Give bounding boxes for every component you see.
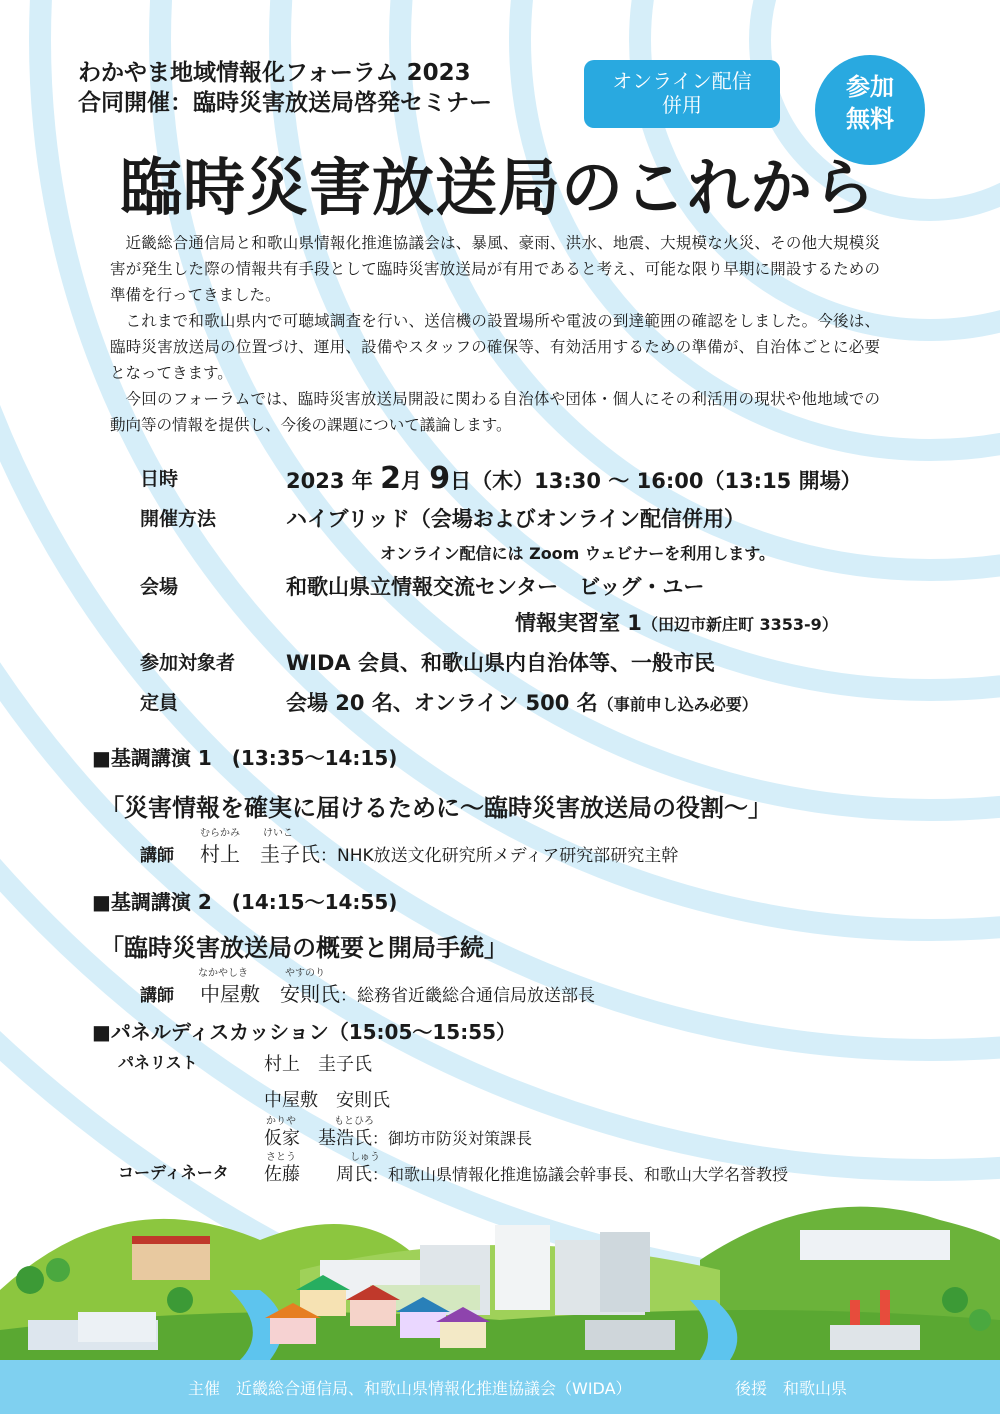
keynote2-title: 「臨時災害放送局の概要と開局手続」 bbox=[100, 934, 508, 962]
venue-room-name: 情報実習室 1 bbox=[515, 611, 642, 635]
date-row bbox=[140, 462, 920, 502]
panelist-3 bbox=[264, 1124, 532, 1150]
free-badge-line2: 無料 bbox=[846, 105, 894, 133]
keynote1-ruby-given: けいこ bbox=[263, 828, 293, 839]
keynote1-lecturer bbox=[140, 838, 678, 867]
keynote1-lecturer-name: 村上 圭子氏 bbox=[200, 842, 320, 866]
venue-value: 和歌山県立情報交流センター ビッグ・ユー bbox=[286, 575, 705, 599]
date-month-unit: 月 bbox=[400, 469, 422, 493]
target-row bbox=[140, 646, 920, 686]
panelist-row-3 bbox=[118, 1124, 818, 1152]
keynote1-ruby-surname: むらかみ bbox=[200, 828, 240, 839]
venue-label: 会場 bbox=[140, 576, 179, 598]
coordinator-name: 佐藤 周氏 bbox=[264, 1164, 372, 1185]
keynote2-lecturer-name: 中屋敷 安則氏 bbox=[200, 982, 340, 1006]
intro-paragraph-1: 近畿総合通信局と和歌山県情報化推進協議会は、暴風、豪雨、洪水、地震、大規模な火災、その他大規模災害が発生した際の情報共有手段として臨時災害放送局が有用であると考え、可能な限り早期に開設するための準備を行ってきました。 bbox=[110, 234, 880, 304]
online-badge-line1: オンライン配信 bbox=[612, 69, 752, 93]
target-value: WIDA 会員、和歌山県内自治体等、一般市民 bbox=[286, 651, 715, 675]
method-value: ハイブリッド（会場およびオンライン配信併用） bbox=[286, 507, 746, 531]
venue-room-row bbox=[140, 606, 920, 646]
date-time: （木）13:30 ～ 16:00（13:15 開場） bbox=[471, 469, 862, 493]
keynote1-lecturer-affiliation: ：NHK放送文化研究所メディア研究部研究主幹 bbox=[320, 846, 679, 866]
panelist-row-2 bbox=[118, 1086, 818, 1114]
coordinator-ruby-surname: さとう bbox=[266, 1152, 296, 1163]
keynote2-lecturer-affiliation: ：総務省近畿総合通信局放送部長 bbox=[340, 986, 595, 1006]
town-illustration bbox=[0, 1207, 1000, 1360]
free-badge-line1: 参加 bbox=[846, 73, 894, 101]
panelist-3-name: 仮家 基浩氏 bbox=[264, 1128, 372, 1149]
capacity-label: 定員 bbox=[140, 692, 179, 714]
capacity-row bbox=[140, 686, 920, 726]
panelist-3-ruby-given: もとひろ bbox=[334, 1116, 374, 1127]
keynote2-heading: ■基調講演 2 (14:15～14:55) bbox=[92, 890, 398, 914]
method-note-row bbox=[140, 542, 920, 570]
footer-bar bbox=[0, 1360, 1000, 1414]
organizer-text: 主催 近畿総合通信局、和歌山県情報化推進協議会（WIDA） bbox=[188, 1379, 632, 1398]
capacity-numbers: 会場 20 名、オンライン 500 名 bbox=[286, 691, 598, 715]
date-day: 9 bbox=[429, 461, 451, 496]
panel-heading: ■パネルディスカッション（15:05～15:55） bbox=[92, 1020, 517, 1044]
panelist-2-name: 中屋敷 安則氏 bbox=[264, 1090, 390, 1111]
panelist-row-1 bbox=[118, 1050, 818, 1078]
keynote1-title: 「災害情報を確実に届けるために～臨時災害放送局の役割～」 bbox=[100, 794, 772, 822]
intro-text bbox=[110, 230, 880, 438]
date-label: 日時 bbox=[140, 468, 179, 490]
date-value bbox=[286, 462, 862, 498]
method-note: オンライン配信には Zoom ウェビナーを利用します。 bbox=[380, 544, 775, 563]
venue-address: （田辺市新庄町 3353-9） bbox=[641, 615, 838, 634]
coordinator-affiliation: ：和歌山県情報化推進協議会幹事長、和歌山大学名誉教授 bbox=[372, 1165, 789, 1184]
method-row bbox=[140, 502, 920, 542]
capacity-value bbox=[286, 686, 758, 722]
venue-row bbox=[140, 570, 920, 606]
panelist-1-name: 村上 圭子氏 bbox=[264, 1054, 372, 1075]
panelist-3-affiliation: ：御坊市防災対策課長 bbox=[372, 1129, 533, 1148]
keynote1-lecturer-label: 講師 bbox=[140, 846, 174, 866]
capacity-note: （事前申し込み必要） bbox=[597, 695, 758, 714]
online-streaming-badge bbox=[584, 60, 780, 128]
main-title: 臨時災害放送局のこれから bbox=[120, 151, 877, 224]
venue-room bbox=[515, 606, 838, 642]
panelist-label: パネリスト bbox=[118, 1053, 198, 1072]
intro-paragraph-3: 今回のフォーラムでは、臨時災害放送局開設に関わる自治体や団体・個人にその利活用の現状や他地域での動向等の情報を提供し、今後の課題について議論します。 bbox=[110, 390, 880, 434]
forum-title-line2: 合同開催：臨時災害放送局啓発セミナー bbox=[78, 90, 492, 116]
coordinator-label: コーディネータ bbox=[118, 1163, 229, 1182]
keynote1-heading: ■基調講演 1 (13:35～14:15) bbox=[92, 746, 398, 770]
target-label: 参加対象者 bbox=[140, 652, 236, 674]
keynote2-lecturer bbox=[140, 978, 595, 1007]
method-label: 開催方法 bbox=[140, 508, 217, 530]
keynote2-ruby-surname: なかやしき bbox=[198, 968, 248, 979]
keynote2-ruby-given: やすのり bbox=[285, 968, 325, 979]
online-badge-line2: 併用 bbox=[662, 93, 702, 117]
coordinator-row bbox=[118, 1160, 918, 1188]
event-details bbox=[140, 462, 920, 726]
intro-paragraph-2: これまで和歌山県内で可聴域調査を行い、送信機の設置場所や電波の到達範囲の確認をしました。今後は、臨時災害放送局の位置づけ、運用、設備やスタッフの確保等、有効活用するための準備が、自治体ごとに必要となってきます。 bbox=[110, 312, 880, 382]
forum-title-line1: わかやま地域情報化フォーラム 2023 bbox=[78, 60, 471, 86]
support-text: 後援 和歌山県 bbox=[735, 1379, 848, 1398]
coordinator bbox=[264, 1160, 788, 1186]
date-day-unit: 日 bbox=[450, 469, 472, 493]
date-year: 2023 年 bbox=[286, 469, 373, 493]
forum-title bbox=[78, 58, 492, 118]
panelist-3-ruby-surname: かりや bbox=[266, 1116, 296, 1127]
coordinator-ruby-given: しゅう bbox=[350, 1152, 380, 1163]
date-month: 2 bbox=[380, 461, 401, 496]
keynote2-lecturer-label: 講師 bbox=[140, 986, 174, 1006]
